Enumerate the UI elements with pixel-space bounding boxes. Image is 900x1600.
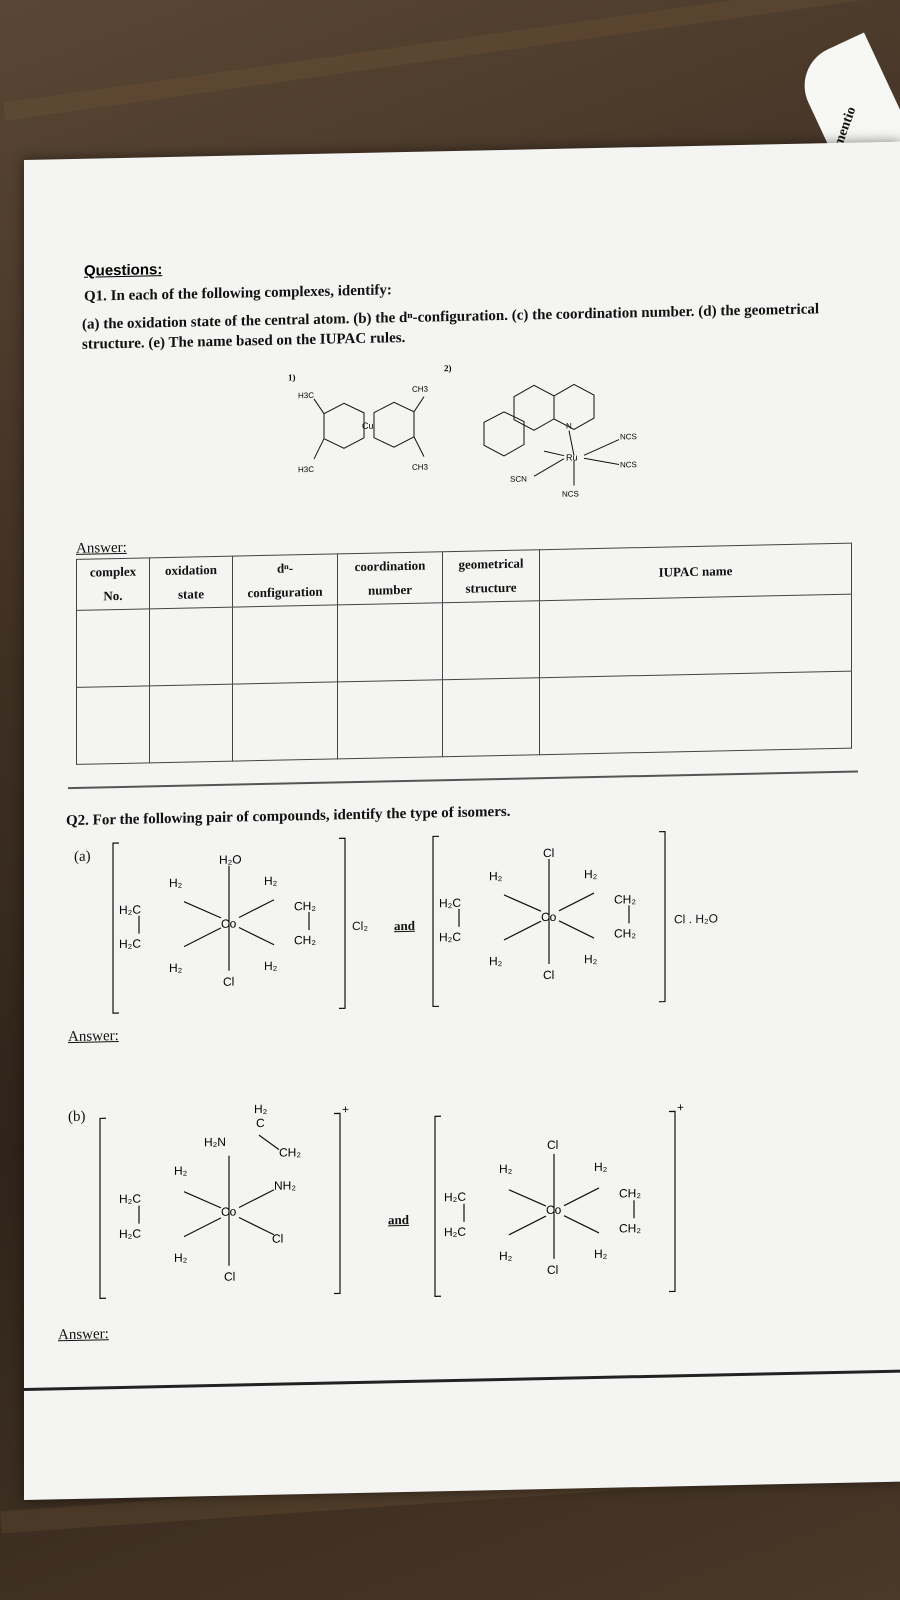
label-h2: H₂ <box>264 958 278 973</box>
label-h2: H₂ <box>499 1248 513 1264</box>
worksheet-page <box>24 142 900 1500</box>
label-cl: Cl <box>547 1262 559 1278</box>
label-h2n: H₂N <box>204 1134 226 1150</box>
label-c: C <box>255 1115 265 1131</box>
label-h2: H₂ <box>264 873 278 888</box>
label-ch2: CH₂ <box>279 1145 301 1160</box>
cu-center: Cu <box>362 420 374 431</box>
label-co: Co <box>541 909 557 925</box>
q2a-left-counterion: Cl₂ <box>352 918 368 934</box>
cell-r1-c4[interactable] <box>338 603 443 682</box>
ru-lig-3: SCN <box>510 474 527 484</box>
cu-sub-2: CH3 <box>412 384 429 394</box>
label-h2: H₂ <box>594 1159 608 1175</box>
label-ch2: CH₂ <box>614 926 636 941</box>
cell-r2-c6[interactable] <box>540 671 852 755</box>
label-cl: Cl <box>547 1137 559 1153</box>
ru-center: Ru <box>566 452 578 463</box>
q2b-left-complex <box>94 1093 354 1308</box>
label-h2: H₂ <box>594 1246 608 1262</box>
cell-r2-c5[interactable] <box>443 678 540 757</box>
header-complex-no: complex No. <box>77 558 150 611</box>
q2b-right-complex <box>429 1091 689 1306</box>
q1-parts: (a) the oxidation state of the central atom. (b) the dⁿ-configuration. (c) the coordination number. (d) the geometrical structure. (e) The name based on the IUPAC rules. <box>82 301 820 353</box>
part-b-label: (b) <box>68 1108 86 1126</box>
q1-prompt: Q1. In each of the following complexes, identify: <box>84 282 392 305</box>
label-h2c: H₂C <box>439 929 461 945</box>
page-bottom-rule <box>24 1370 900 1391</box>
label-h2c: H₂C <box>444 1224 466 1240</box>
charge-plus: + <box>342 1102 350 1117</box>
label-ch2: CH₂ <box>619 1186 641 1201</box>
cell-r1-c1[interactable] <box>77 609 150 688</box>
section-divider <box>68 771 858 790</box>
label-h2c: H₂C <box>119 902 141 918</box>
label-h2c: H₂C <box>119 1191 141 1207</box>
complex-1-number: 1) <box>288 372 296 383</box>
label-co: Co <box>546 1202 562 1218</box>
label-h2: H₂ <box>254 1101 268 1117</box>
label-ch2: CH₂ <box>294 932 316 948</box>
cell-r2-c4[interactable] <box>338 680 443 759</box>
label-h2: H₂ <box>169 960 183 975</box>
q2a-right-counterion: Cl . H₂O <box>674 911 718 927</box>
q2-prompt: Q2. For the following pair of compounds, identify the type of isomers. <box>66 803 511 830</box>
cu-sub-3: H3C <box>298 464 315 475</box>
label-h2: H₂ <box>174 1163 188 1178</box>
label-h2: H₂ <box>499 1161 513 1177</box>
complex-2-number: 2) <box>444 363 452 374</box>
complex-1-structure <box>294 381 444 494</box>
header-oxidation-state: oxidation state <box>150 556 233 609</box>
cell-r1-c5[interactable] <box>443 601 540 680</box>
cell-r2-c3[interactable] <box>233 682 338 761</box>
header-iupac-name: IUPAC name <box>540 543 852 601</box>
cell-r1-c2[interactable] <box>150 607 233 686</box>
q2b-and: and <box>388 1211 409 1228</box>
cu-sub-1: H3C <box>298 390 315 401</box>
label-cl: Cl <box>223 974 235 989</box>
header-coordination-number: coordination number <box>338 552 443 605</box>
label-h2c: H₂C <box>439 895 461 911</box>
cell-r1-c3[interactable] <box>233 605 338 684</box>
q2a-and: and <box>394 917 415 934</box>
answer-label-q1: Answer: <box>76 539 127 557</box>
ru-lig-1: NCS <box>620 432 637 442</box>
questions-heading: Questions: <box>84 261 163 280</box>
label-h2c: H₂C <box>444 1189 466 1205</box>
answer-table <box>76 543 852 765</box>
label-h2: H₂ <box>489 868 503 884</box>
label-cl: Cl <box>543 967 555 983</box>
ru-donor-n: N <box>566 421 572 431</box>
header-dn-configuration: dⁿ- configuration <box>233 554 338 607</box>
label-cl: Cl <box>272 1231 284 1246</box>
cu-sub-4: CH3 <box>412 462 429 472</box>
complex-2-structure <box>454 359 644 503</box>
label-h2: H₂ <box>584 951 598 967</box>
charge-plus: + <box>677 1100 685 1115</box>
table-row <box>77 671 852 764</box>
q2a-right-complex <box>429 826 669 1011</box>
label-ch2: CH₂ <box>619 1221 641 1236</box>
ru-lig-4: NCS <box>562 489 579 499</box>
label-h2: H₂ <box>584 866 598 882</box>
label-cl: Cl <box>224 1269 236 1284</box>
label-ch2: CH₂ <box>294 898 316 914</box>
label-h2: H₂ <box>169 875 183 890</box>
q2a-left-complex <box>109 833 349 1018</box>
label-h2: H₂ <box>489 953 503 969</box>
cell-r1-c6[interactable] <box>540 594 852 678</box>
label-cl: Cl <box>543 845 555 861</box>
label-co: Co <box>221 1204 237 1219</box>
label-h2c: H₂C <box>119 1226 141 1242</box>
label-h2o: H₂O <box>219 852 242 867</box>
label-ch2: CH₂ <box>614 892 636 907</box>
cell-r2-c2[interactable] <box>150 684 233 763</box>
label-h2: H₂ <box>174 1250 188 1265</box>
label-h2c: H₂C <box>119 936 141 952</box>
part-a-label: (a) <box>74 848 91 865</box>
answer-label-q2a: Answer: <box>68 1028 119 1046</box>
answer-label-q2b: Answer: <box>58 1326 109 1344</box>
cell-r2-c1[interactable] <box>77 686 150 765</box>
label-nh2: NH₂ <box>274 1178 296 1193</box>
header-geometrical-structure: geometrical structure <box>443 550 540 603</box>
ru-lig-2: NCS <box>620 460 637 470</box>
label-co: Co <box>221 916 237 931</box>
